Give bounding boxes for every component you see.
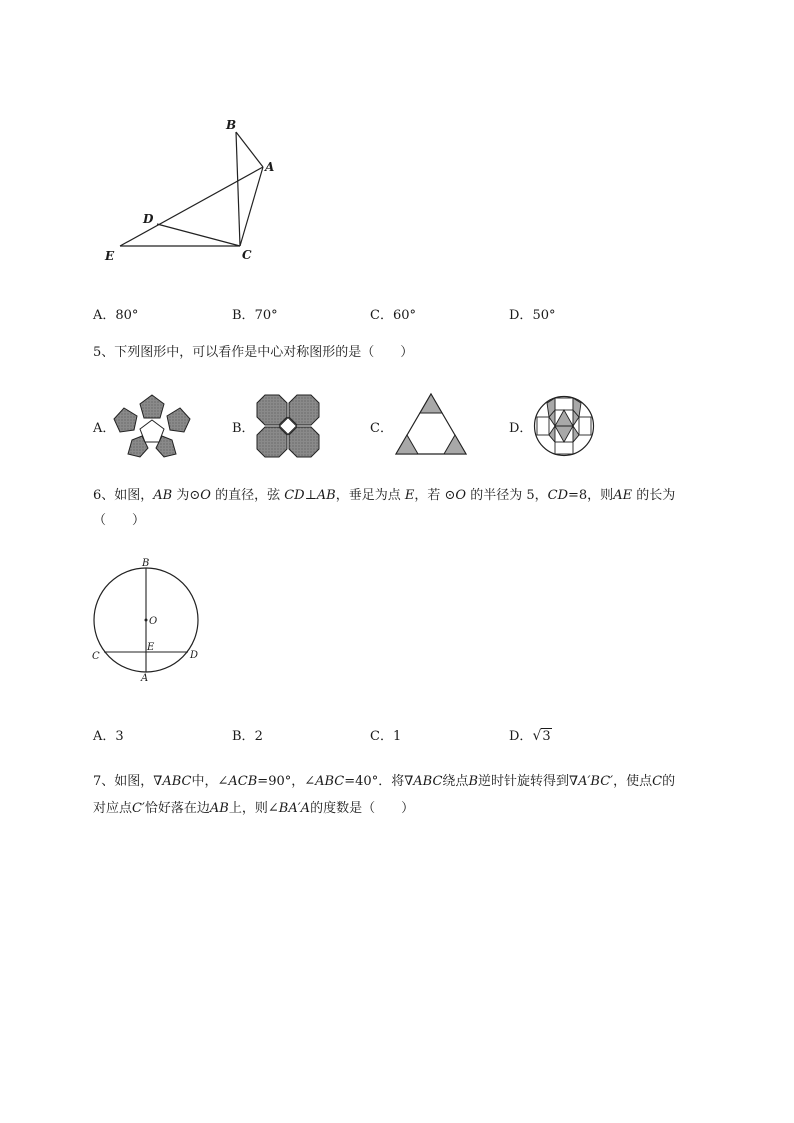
sqrt-symbol: √ — [532, 728, 542, 744]
q7-stem-line1 — [93, 772, 675, 792]
q5-option-d-letter: D． — [509, 421, 533, 436]
math-abc: ABC — [413, 774, 443, 789]
text: =90°，∠ — [257, 774, 316, 789]
math-c: C — [132, 801, 142, 816]
text: 逆时针旋转得到∇ — [478, 774, 579, 789]
option-value: 60° — [392, 308, 416, 323]
text: 绕点 — [442, 774, 469, 789]
text: 的长为 — [632, 488, 676, 503]
text: 为⊙ — [172, 488, 201, 503]
q4-label-a: A — [265, 160, 275, 174]
math-b: B — [468, 774, 478, 789]
q5-stem: 5、下列图形中，可以看作是中心对称图形的是（ ） — [93, 345, 414, 360]
option-letter: C． — [370, 308, 393, 323]
option-value: 3 — [542, 729, 551, 744]
option-value: 80° — [115, 308, 139, 323]
math-abc: ABC — [162, 774, 192, 789]
q6-label-e: E — [147, 642, 155, 653]
four-octagon-grid-icon — [256, 394, 320, 458]
q5-option-c-letter: C． — [370, 421, 393, 436]
option-value: 1 — [392, 729, 402, 744]
option-letter: D． — [509, 729, 533, 744]
text: =40°．将∇ — [344, 774, 414, 789]
q4-triangle-figure — [100, 112, 290, 272]
option-letter: C． — [370, 729, 393, 744]
q4-label-e: E — [105, 249, 115, 263]
option-value: 2 — [254, 729, 263, 744]
q5-option-a-letter: A． — [93, 421, 116, 436]
math-ab: AB — [153, 488, 173, 503]
q6-circle-figure — [86, 558, 206, 690]
math-a-prime-bc-prime: A′BC′ — [578, 774, 614, 789]
text: 的直径，弦 — [210, 488, 285, 503]
q6-option-d — [509, 725, 552, 744]
q6-label-a: A — [141, 673, 149, 684]
math-o: O — [455, 488, 467, 503]
q6-option-b — [232, 725, 263, 744]
math-ba-prime-a: BA′A — [278, 801, 311, 816]
text: ′恰好落在边 — [141, 801, 210, 816]
q4-label-d: D — [143, 212, 154, 226]
text: ，若 ⊙ — [414, 488, 456, 503]
q6-stem-line1 — [93, 486, 675, 506]
q6-label-b: B — [142, 558, 150, 569]
option-letter: D． — [509, 308, 533, 323]
math-cd-perp-ab: CD⊥AB — [284, 488, 336, 503]
text: 对应点 — [93, 801, 133, 816]
q4-option-c — [370, 304, 416, 323]
q4-option-a — [93, 304, 138, 323]
q4-label-b: B — [226, 118, 237, 132]
option-letter: A． — [93, 729, 116, 744]
option-value: 50° — [532, 308, 556, 323]
math-o: O — [200, 488, 211, 503]
math-c: C — [652, 774, 663, 789]
math-abc: ABC — [315, 774, 345, 789]
option-letter: B． — [232, 308, 255, 323]
five-pentagon-ring-icon — [112, 392, 192, 458]
q6-stem-line2: （ ） — [93, 513, 146, 528]
q7-stem-line2 — [93, 799, 414, 819]
text: 中，∠ — [191, 774, 229, 789]
math-acb: ACB — [228, 774, 258, 789]
text: ，垂足为点 — [335, 488, 405, 503]
text: 上，则∠ — [228, 801, 279, 816]
q4-option-b — [232, 304, 278, 323]
text: 的 — [662, 774, 676, 789]
math-ab: AB — [209, 801, 229, 816]
q4-label-c: C — [242, 248, 252, 262]
option-value: 70° — [254, 308, 278, 323]
text: 7、如图，∇ — [93, 774, 163, 789]
circle-square-triangle-tiling-icon — [533, 395, 595, 457]
triangle-with-hexagon-icon — [394, 392, 468, 456]
math-cd: CD — [547, 488, 569, 503]
math-e: E — [404, 488, 415, 503]
q6-label-o: O — [149, 616, 158, 627]
text: =8，则 — [568, 488, 614, 503]
option-letter: B． — [232, 729, 255, 744]
q6-option-c — [370, 725, 401, 744]
math-ae: AE — [613, 488, 633, 503]
text: 的度数是（ ） — [310, 801, 415, 816]
q6-option-a — [93, 725, 124, 744]
option-letter: A． — [93, 308, 116, 323]
text: 的半径为 5， — [466, 488, 548, 503]
q4-option-d — [509, 304, 555, 323]
q6-label-d: D — [190, 650, 199, 661]
text: ，使点 — [613, 774, 653, 789]
option-value: 3 — [115, 729, 124, 744]
q6-label-c: C — [92, 651, 100, 662]
q5-option-b-letter: B． — [232, 421, 255, 436]
text: 6、如图， — [93, 488, 154, 503]
